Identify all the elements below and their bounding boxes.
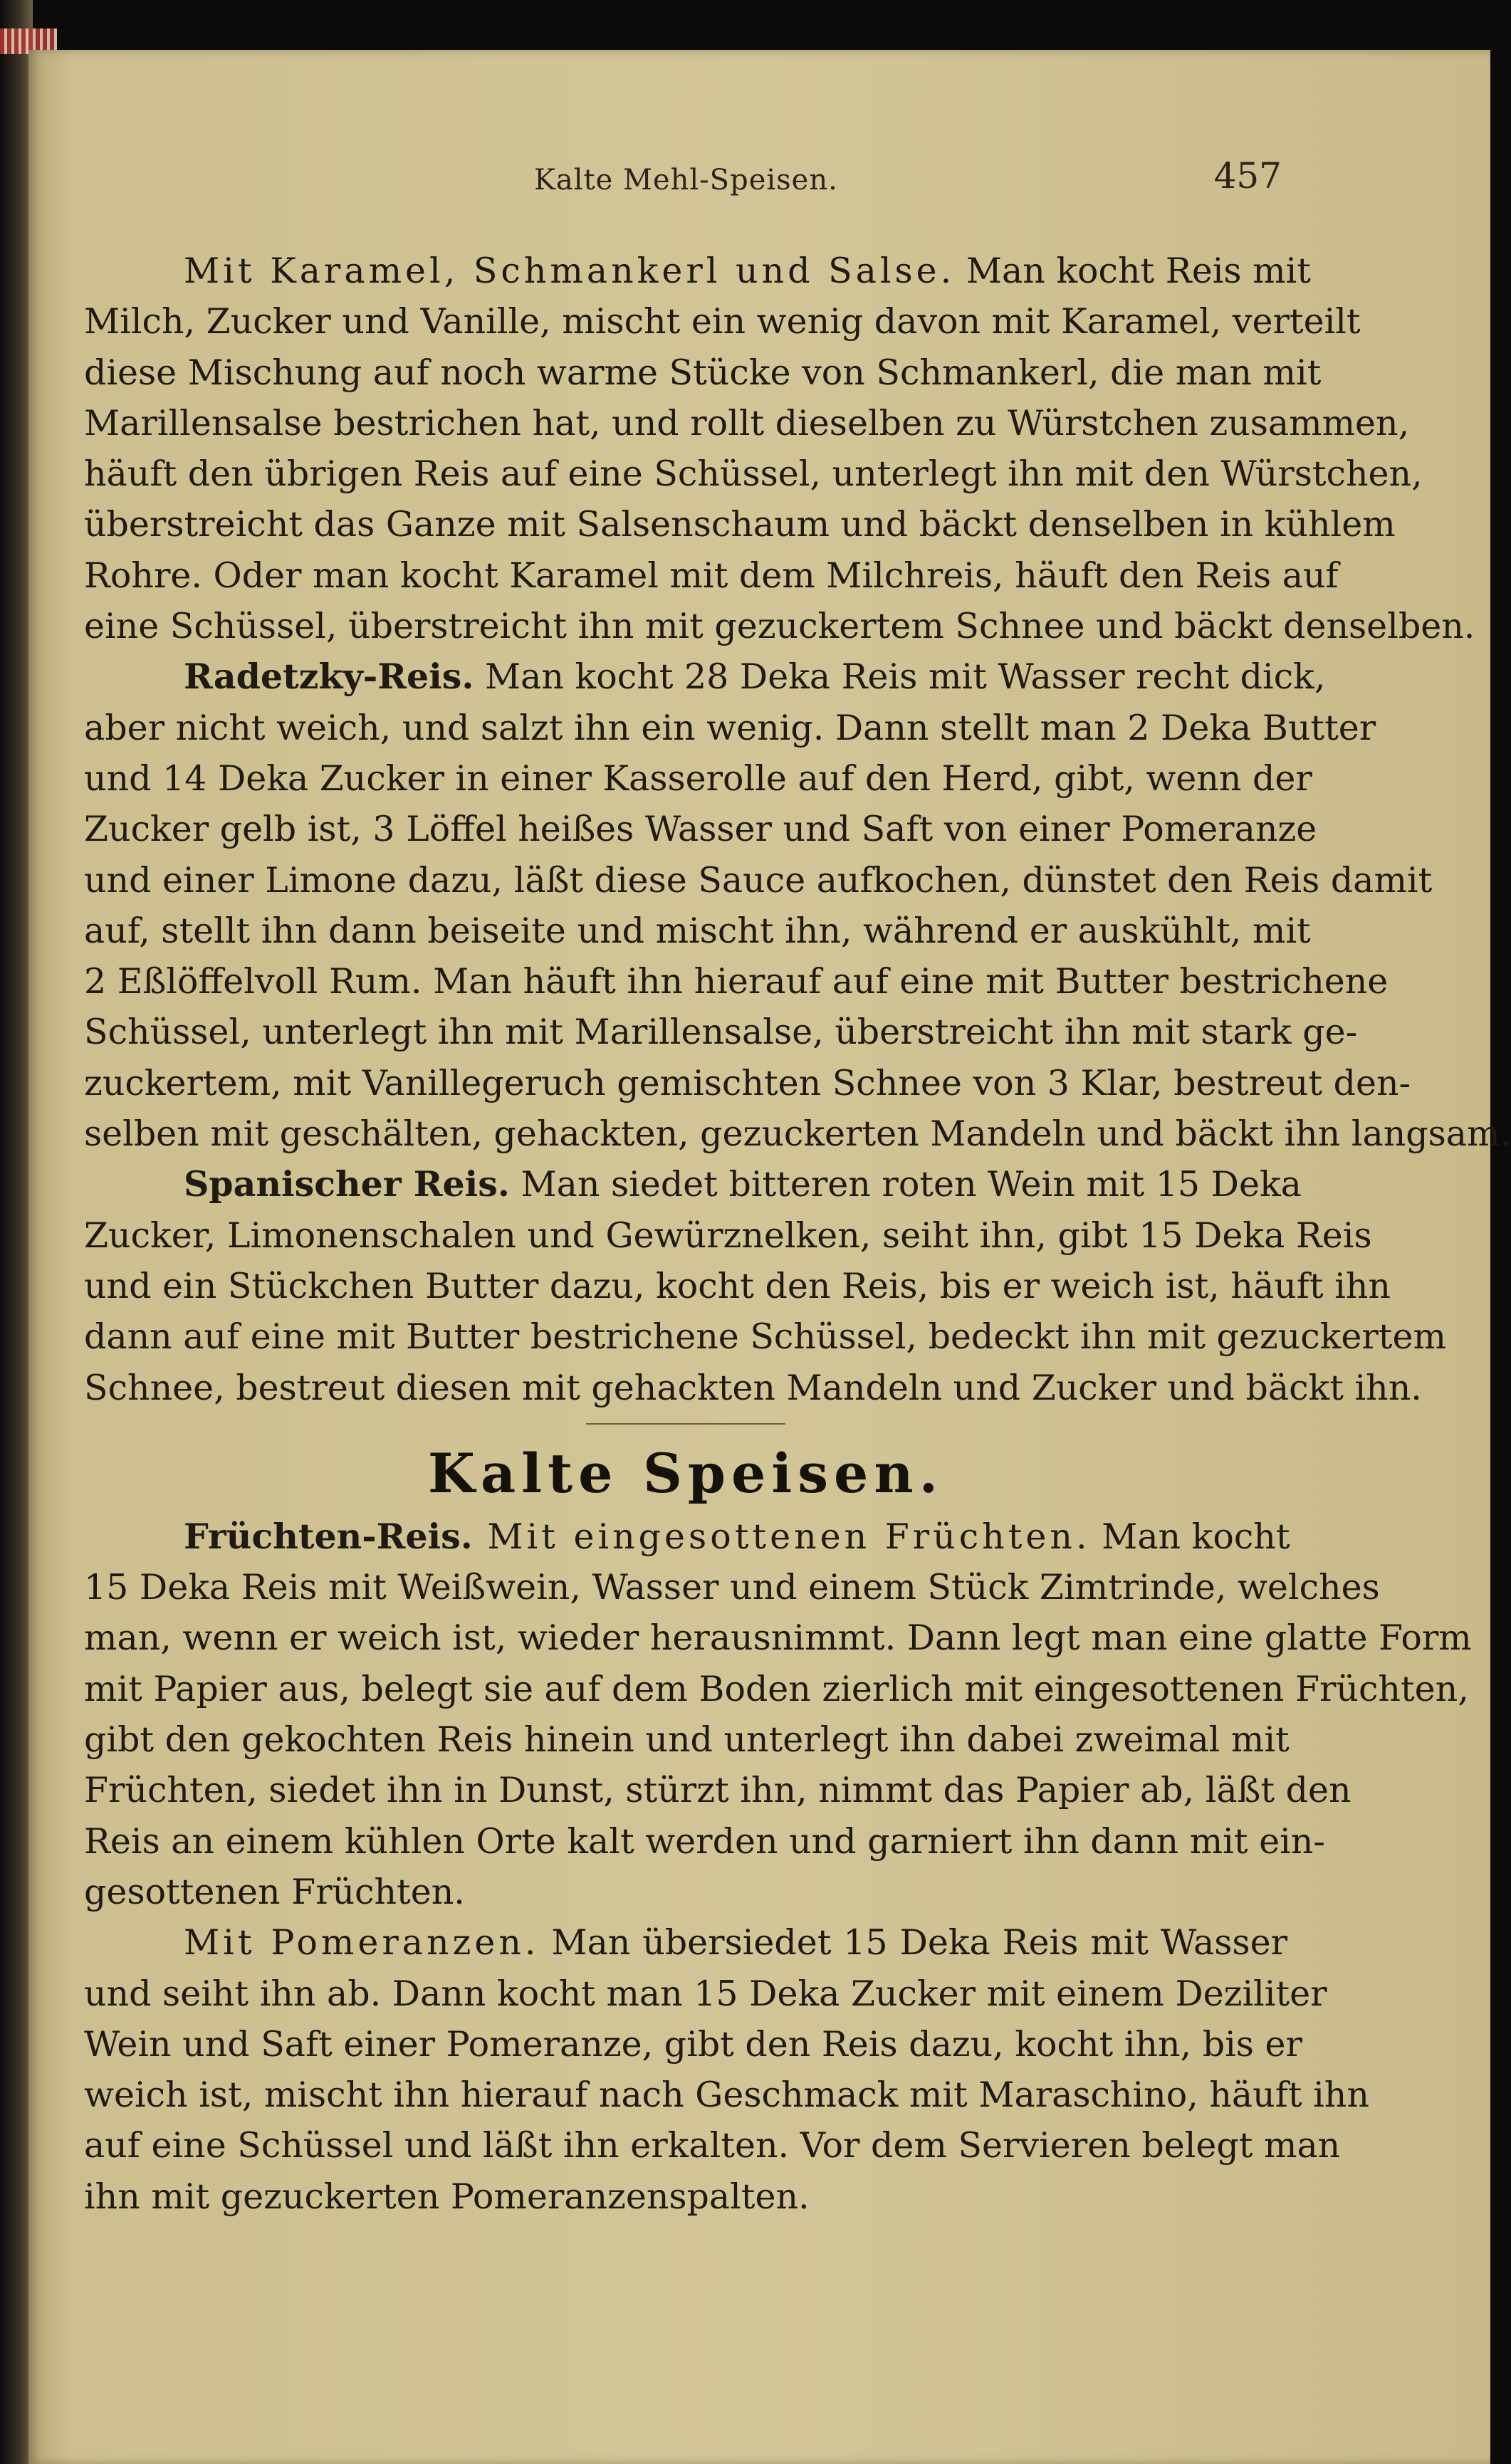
text-line: [84, 398, 1410, 449]
text-line: [84, 1714, 1290, 1765]
text-line: [84, 1311, 1446, 1362]
text-line: [84, 1159, 1302, 1210]
text-line: [84, 1363, 1422, 1413]
text-line: [84, 246, 1311, 296]
line-text: Rohre. Oder man kocht Karamel mit dem Milchreis, häuft den Reis auf: [84, 555, 1339, 596]
section-divider: [586, 1423, 785, 1425]
text-line: [84, 347, 1322, 398]
line-text: auf, stellt ihn dann beiseite und mischt ihn, während er auskühlt, mit: [84, 910, 1311, 951]
text-line: [84, 956, 1389, 1007]
line-text: 2 Eßlöffelvoll Rum. Man häuft ihn hierauf auf eine mit Butter bestrichene: [84, 961, 1389, 1002]
page-header: [85, 150, 1282, 199]
line-text: Milch, Zucker und Vanille, mischt ein wenig davon mit Karamel, verteilt: [84, 301, 1361, 342]
line-text: Schüssel, unterlegt ihn mit Marillensalse, überstreicht ihn mit stark ge-: [84, 1012, 1358, 1053]
text-line: [84, 2120, 1341, 2171]
section-cold-dishes: [84, 1511, 1472, 2222]
text-line: [84, 1613, 1472, 1663]
line-text: Schnee, bestreut diesen mit gehackten Mandeln und Zucker und bäckt ihn.: [84, 1367, 1422, 1408]
line-text: und seiht ihn ab. Dann kocht man 15 Deka Zucker mit einem Deziliter: [84, 1973, 1327, 2014]
text-line: [84, 703, 1376, 753]
text-line: [84, 1968, 1327, 2019]
recipe-title: Radetzky-Reis.: [184, 656, 474, 698]
text-line: [84, 1664, 1469, 1714]
line-text: 15 Deka Reis mit Weißwein, Wasser und einem Stück Zimtrinde, welches: [84, 1567, 1380, 1608]
text-line: [84, 2019, 1302, 2070]
recipe-variant: Mit eingesottenen Früchten.: [472, 1516, 1091, 1557]
line-text: und einer Limone dazu, läßt diese Sauce aufkochen, dünstet den Reis damit: [84, 859, 1433, 901]
text-line: [84, 1210, 1372, 1261]
line-text: dann auf eine mit Butter bestrichene Schüssel, bedeckt ihn mit gezuckertem: [84, 1316, 1446, 1358]
line-text: überstreicht das Ganze mit Salsenschaum und bäckt denselben in kühlem: [84, 504, 1396, 545]
text-line: [84, 1562, 1380, 1613]
text-line: [84, 906, 1311, 956]
text-line: [84, 651, 1326, 702]
text-line: [84, 1917, 1287, 1968]
recipe-variant: Mit Karamel, Schmankerl und Salse.: [184, 251, 956, 291]
text-line: [84, 1058, 1411, 1108]
line-text: Man übersiedet 15 Deka Reis mit Wasser: [539, 1922, 1287, 1964]
line-text: zuckertem, mit Vanillegeruch gemischten Schnee von 3 Klar, bestreut den-: [84, 1062, 1411, 1103]
line-text: Reis an einem kühlen Orte kalt werden und garniert ihn dann mit ein-: [84, 1820, 1325, 1862]
line-text: Marillensalse bestrichen hat, und rollt dieselben zu Würstchen zusammen,: [84, 402, 1410, 444]
page-number: 457: [1213, 155, 1282, 196]
section-warm-dishes: [84, 246, 1511, 1413]
line-text: und ein Stückchen Butter dazu, kocht den Reis, bis er weich ist, häuft ihn: [84, 1265, 1391, 1306]
text-line: [84, 2070, 1369, 2120]
page-body: [84, 246, 1511, 2222]
line-text: Man kocht: [1090, 1516, 1290, 1557]
line-text: mit Papier aus, belegt sie auf dem Boden zierlich mit eingesottenen Früchten,: [84, 1668, 1469, 1709]
text-line: [84, 855, 1433, 906]
text-line: [84, 499, 1396, 550]
text-line: [84, 296, 1361, 347]
text-line: [84, 1867, 1287, 1917]
line-text: man, wenn er weich ist, wieder herausnimmt. Dann legt man eine glatte Form: [84, 1618, 1472, 1659]
text-line: [84, 1108, 1511, 1159]
text-line: [84, 1511, 1290, 1562]
text-line: [84, 1816, 1325, 1867]
text-line: [84, 1261, 1391, 1311]
section-title: Kalte Speisen.: [427, 1441, 944, 1505]
recipe-variant: Mit Pomeranzen.: [184, 1922, 540, 1964]
text-line: [84, 449, 1423, 499]
line-text: Man kocht Reis mit: [955, 251, 1311, 291]
recipe-title: Spanischer Reis.: [184, 1163, 510, 1205]
text-line: [84, 804, 1317, 854]
line-text: häuft den übrigen Reis auf eine Schüssel, unterlegt ihn mit den Würstchen,: [84, 454, 1423, 495]
text-line: [84, 601, 1475, 651]
line-text: eine Schüssel, überstreicht ihn mit gezuckertem Schnee und bäckt denselben.: [84, 606, 1475, 647]
text-line: [84, 1765, 1351, 1815]
running-title: Kalte Mehl-Speisen.: [534, 164, 838, 196]
line-text: diese Mischung auf noch warme Stücke von Schmankerl, die man mit: [84, 352, 1322, 393]
line-text: auf eine Schüssel und läßt ihn erkalten. Vor dem Servieren belegt man: [84, 2125, 1341, 2166]
line-text: Man siedet bitteren roten Wein mit 15 Deka: [509, 1164, 1302, 1205]
line-text: selben mit geschälten, gehackten, gezuckerten Mandeln und bäckt ihn langsam.: [84, 1113, 1511, 1155]
line-text: Früchten, siedet ihn in Dunst, stürzt ihn, nimmt das Papier ab, läßt den: [84, 1770, 1351, 1811]
text-line: [84, 1007, 1358, 1057]
line-text: aber nicht weich, und salzt ihn ein wenig. Dann stellt man 2 Deka Butter: [84, 707, 1376, 748]
line-text: ihn mit gezuckerten Pomeranzenspalten.: [84, 2176, 810, 2217]
text-line: [84, 753, 1312, 804]
line-text: Zucker, Limonenschalen und Gewürznelken, seiht ihn, gibt 15 Deka Reis: [84, 1215, 1372, 1256]
line-text: weich ist, mischt ihn hierauf nach Geschmack mit Maraschino, häuft ihn: [84, 2075, 1369, 2116]
line-text: Wein und Saft einer Pomeranze, gibt den Reis dazu, kocht ihn, bis er: [84, 2023, 1302, 2065]
text-line: [84, 550, 1339, 601]
line-text: Man kocht 28 Deka Reis mit Wasser recht dick,: [474, 656, 1326, 698]
line-text: und 14 Deka Zucker in einer Kasserolle auf den Herd, gibt, wenn der: [84, 757, 1312, 799]
recipe-title: Früchten-Reis.: [184, 1515, 473, 1557]
text-line: [84, 2171, 1287, 2222]
line-text: Zucker gelb ist, 3 Löffel heißes Wasser und Saft von einer Pomeranze: [84, 809, 1317, 850]
line-text: gibt den gekochten Reis hinein und unterlegt ihn dabei zweimal mit: [84, 1719, 1290, 1761]
line-text: gesottenen Früchten.: [84, 1871, 465, 1912]
